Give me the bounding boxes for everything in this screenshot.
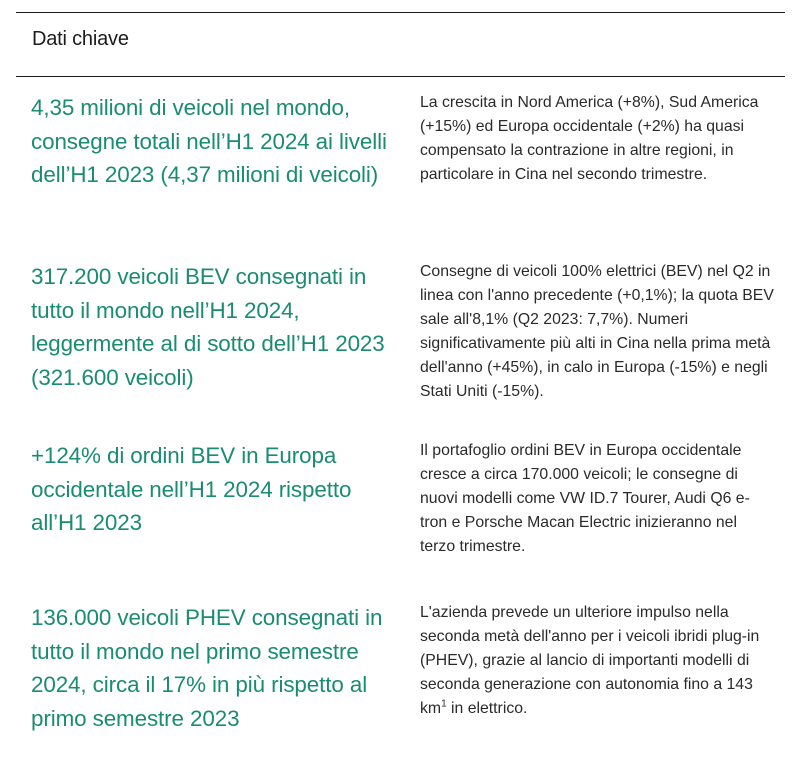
- footnote-marker: 1: [441, 698, 447, 710]
- description-1: La crescita in Nord America (+8%), Sud America (+15%) ed Europa occidentale (+2%) ha quasi compensato la contrazione in altre regioni, in particolare in Cina nel secondo trimestre.: [420, 94, 759, 183]
- headline-1: 4,35 milioni di veicoli nel mondo, consegne totali nell’H1 2024 ai livelli dell’H1 2023 (4,37 milioni di veicoli): [31, 95, 387, 187]
- headline-2: 317.200 veicoli BEV consegnati in tutto il mondo nell’H1 2024, leggermente al di sotto dell’H1 2023 (321.600 veicoli): [31, 264, 385, 390]
- headline-4: 136.000 veicoli PHEV consegnati in tutto il mondo nel primo semestre 2024, circa il 17% in più rispetto al primo semestre 2023: [31, 605, 383, 731]
- description-3: Il portafoglio ordini BEV in Europa occidentale cresce a circa 170.000 veicoli; le consegne di nuovi modelli come VW ID.7 Tourer, Audi Q6 e-tron e Porsche Macan Electric inizieranno nel terzo trimestre.: [420, 442, 750, 555]
- top-rule: [16, 12, 785, 13]
- page-title: Dati chiave: [32, 28, 129, 50]
- description-2: Consegne di veicoli 100% elettrici (BEV) nel Q2 in linea con l'anno precedente (+0,1%); la quota BEV sale all'8,1% (Q2 2023: 7,7%). Numeri significativamente più alti in Cina nella prima metà dell'anno (+45%), in calo in Europa (-15%) e negli Stati Uniti (-15%).: [420, 263, 774, 400]
- header-rule: [16, 76, 785, 77]
- description-4-tail: in elettrico.: [446, 700, 528, 717]
- headline-3: +124% di ordini BEV in Europa occidentale nell’H1 2024 rispetto all’H1 2023: [31, 443, 352, 535]
- description-4: [420, 601, 775, 721]
- description-4-text: L'azienda prevede un ulteriore impulso nella seconda metà dell'anno per i veicoli ibridi plug-in (PHEV), grazie al lancio di importanti modelli di seconda generazione con autonomia fino a 143 km: [420, 604, 760, 717]
